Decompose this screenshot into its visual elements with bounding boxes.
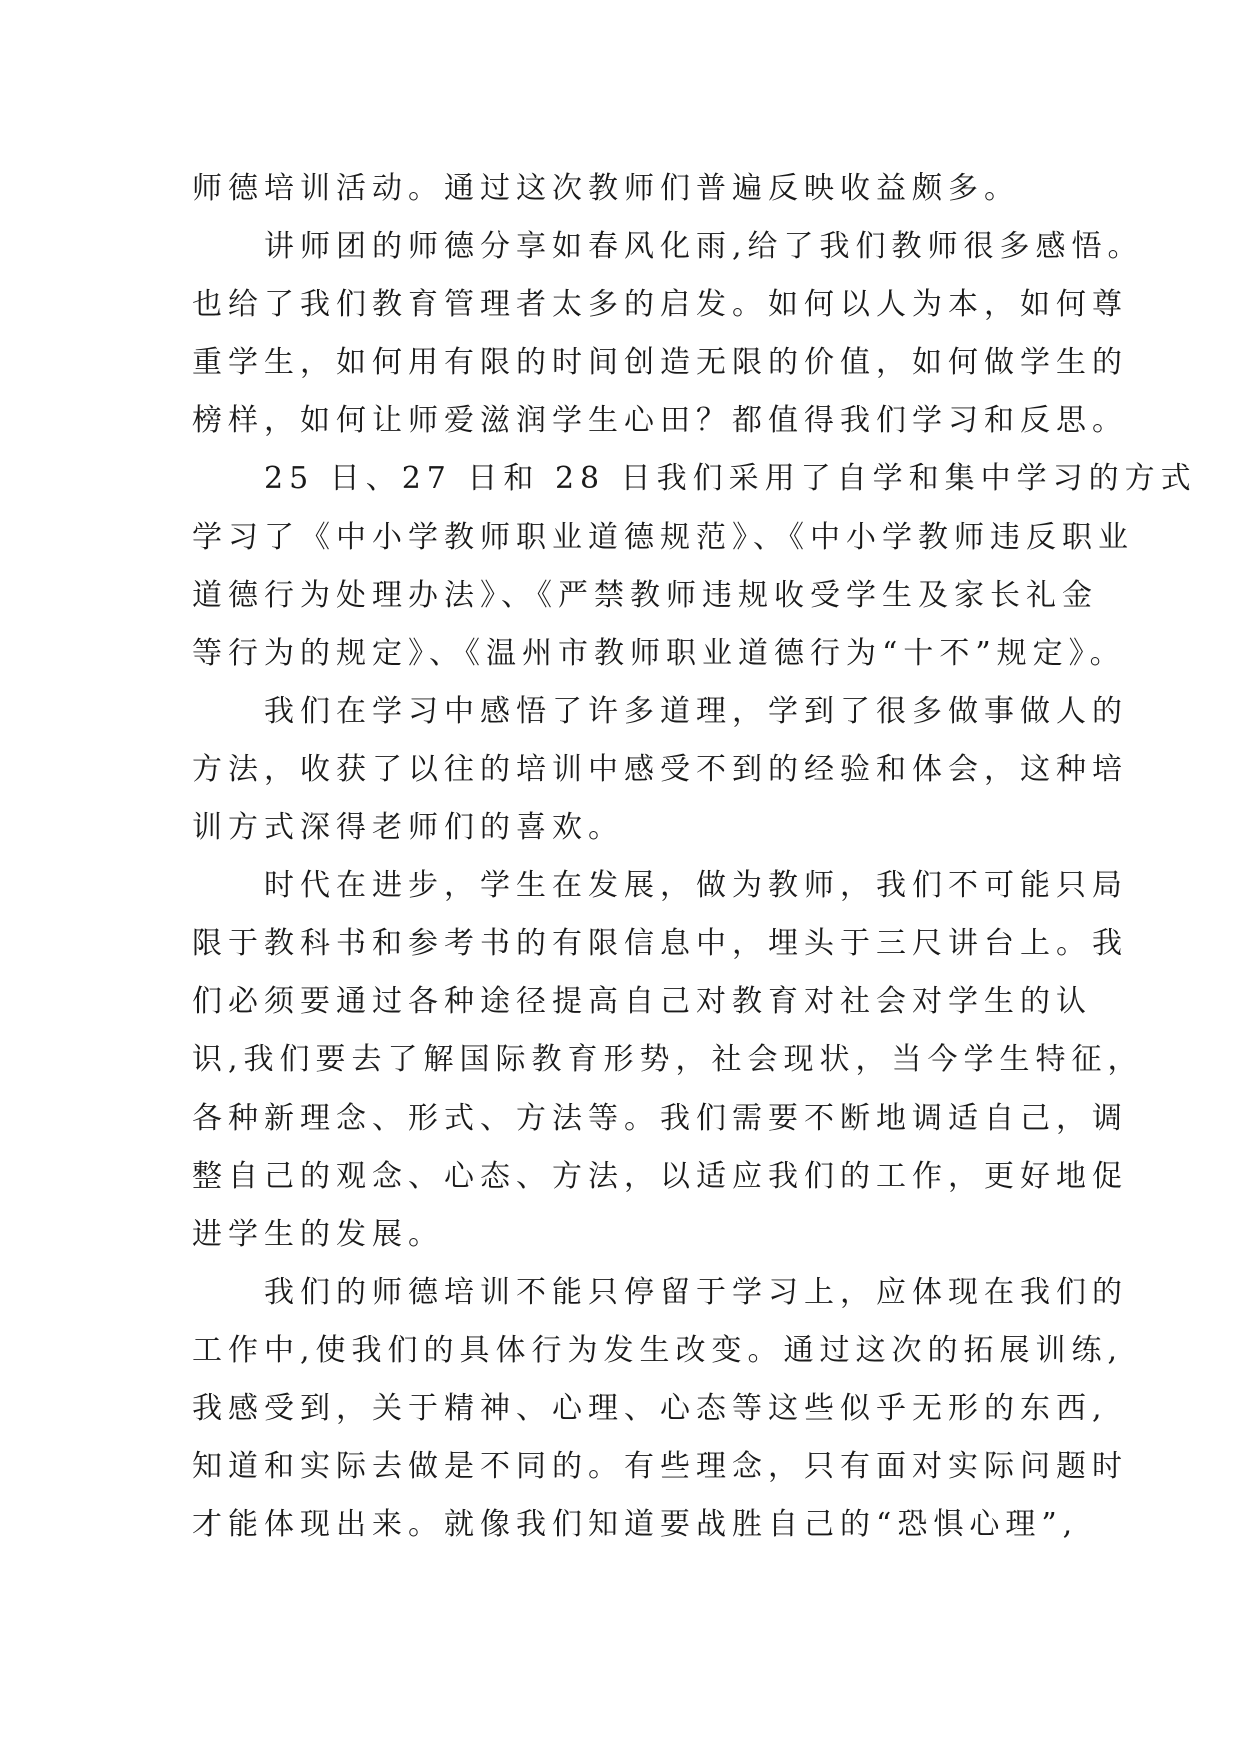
text-line: 识,我们要去了解国际教育形势，社会现状，当今学生特征， [192,1042,1144,1078]
paragraph [192,450,1197,682]
text-line: 师德培训活动。通过这次教师们普遍反映收益颇多。 [192,171,1020,206]
paragraph [192,857,1144,1264]
document-body [192,160,1197,1554]
text-line: 我们在学习中感悟了许多道理，学到了很多做事做人的 [192,693,1128,729]
text-line: 讲师团的师德分享如春风化雨,给了我们教师很多感悟。 [192,229,1144,265]
text-line: 限于教科书和参考书的有限信息中，埋头于三尺讲台上。我 [192,926,1128,962]
paragraph [192,160,1052,218]
text-line: 重学生，如何用有限的时间创造无限的价值，如何做学生的 [192,345,1128,381]
text-line: 知道和实际去做是不同的。有些理念，只有面对实际问题时 [192,1449,1128,1485]
paragraph [192,1264,1128,1554]
text-line: 我感受到，关于精神、心理、心态等这些似乎无形的东西, [192,1390,1108,1426]
text-line: 方法，收获了以往的培训中感受不到的经验和体会，这种培 [192,751,1128,787]
text-line: 道德行为处理办法》、《严禁教师违规收受学生及家长礼金 [192,577,1098,613]
text-line: 时代在进步，学生在发展，做为教师，我们不可能只局 [192,868,1128,904]
text-line: 也给了我们教育管理者太多的启发。如何以人为本，如何尊 [192,287,1128,323]
text-line: 我们的师德培训不能只停留于学习上，应体现在我们的 [192,1274,1128,1310]
text-line: 进学生的发展。 [192,1216,444,1252]
paragraph [192,218,1144,450]
text-line: 25 日、27 日和 28 日我们采用了自学和集中学习的方式 [192,461,1197,497]
text-line: 工作中,使我们的具体行为发生改变。通过这次的拓展训练, [192,1332,1124,1368]
text-line: 榜样，如何让师爱滋润学生心田？都值得我们学习和反思。 [192,403,1128,439]
text-line: 等行为的规定》、《温州市教师职业道德行为“十不”规定》。 [192,635,1126,671]
text-line: 学习了《中小学教师职业道德规范》、《中小学教师违反职业 [192,519,1134,555]
text-line: 才能体现出来。就像我们知道要战胜自己的“恐惧心理”, [192,1507,1079,1543]
paragraph [192,683,1128,857]
text-line: 们必须要通过各种途径提高自己对教育对社会对学生的认 [192,984,1092,1020]
text-line: 各种新理念、形式、方法等。我们需要不断地调适自己，调 [192,1100,1128,1136]
text-line: 整自己的观念、心态、方法，以适应我们的工作，更好地促 [192,1158,1128,1194]
text-line: 训方式深得老师们的喜欢。 [192,810,624,846]
